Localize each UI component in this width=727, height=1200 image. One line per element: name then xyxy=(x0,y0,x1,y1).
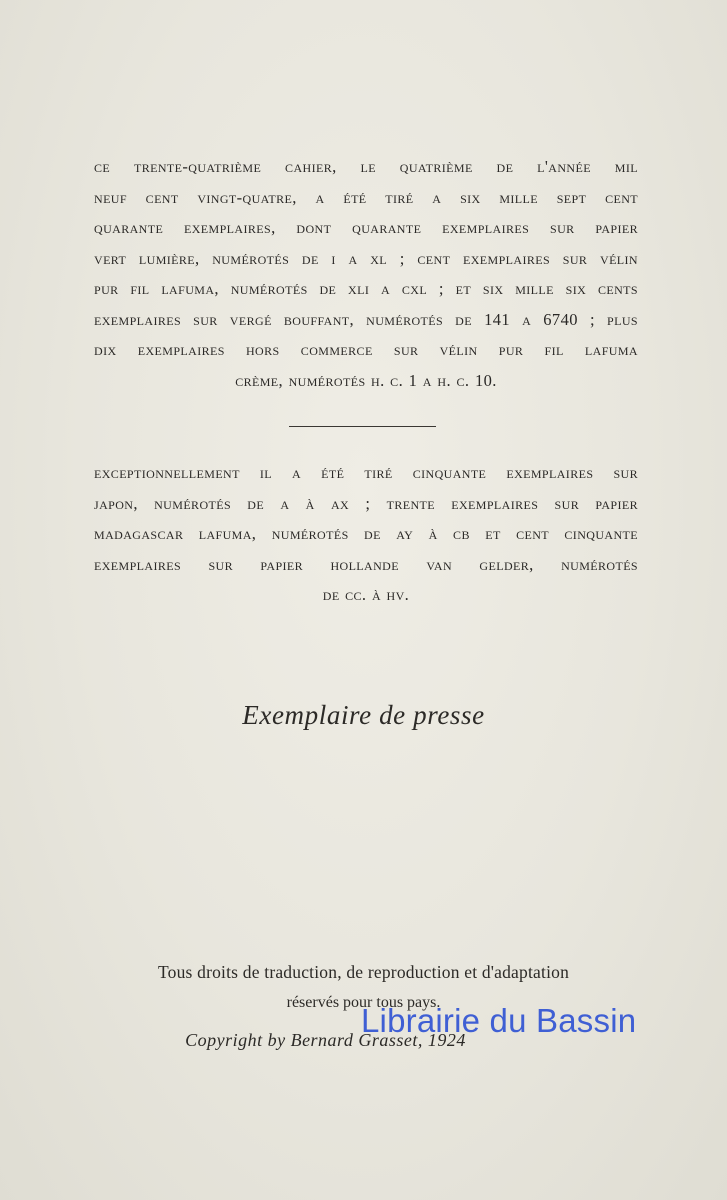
special-copies-line: exemplaires sur papier hollande van gelder, numérotés xyxy=(94,554,638,574)
edition-statement-paragraph xyxy=(94,152,638,396)
edition-line: crème, numérotés h. c. 1 a h. c. 10. xyxy=(235,370,497,390)
rights-notice-line: réservés pour tous pays. xyxy=(286,994,441,1011)
rights-notice-line: Tous droits de traduction, de reproduction et d'adaptation xyxy=(157,962,570,982)
bookseller-watermark: Librairie du Bassin xyxy=(361,1002,637,1039)
special-copies-line: de cc. à hv. xyxy=(322,585,410,604)
special-copies-line: madagascar lafuma, numérotés de ay à cb et cent cinquante xyxy=(94,524,638,543)
edition-line: exemplaires sur vergé bouffant, numérotés de 141 a 6740 ; plus xyxy=(94,309,638,329)
special-copies-paragraph xyxy=(94,458,638,611)
edition-line: quarante exemplaires, dont quarante exemplaires sur papier xyxy=(94,218,638,237)
special-copies-line: japon, numérotés de a à ax ; trente exemplaires sur papier xyxy=(94,493,638,513)
special-copies-line: exceptionnellement il a été tiré cinquante exemplaires sur xyxy=(94,463,638,482)
edition-line: ce trente-quatrième cahier, le quatrième de l'année mil xyxy=(94,157,638,176)
copyright-line: Copyright by Bernard Grasset, 1924 xyxy=(185,1030,466,1050)
edition-line: vert lumière, numérotés de i a xl ; cent exemplaires sur vélin xyxy=(94,248,638,268)
press-copy-label: Exemplaire de presse xyxy=(242,700,485,730)
section-divider xyxy=(289,426,436,427)
edition-line: neuf cent vingt-quatre, a été tiré a six mille sept cent xyxy=(94,187,638,207)
edition-line: dix exemplaires hors commerce sur vélin pur fil lafuma xyxy=(94,340,638,359)
edition-line: pur fil lafuma, numérotés de xli a cxl ; et six mille six cents xyxy=(94,279,638,298)
